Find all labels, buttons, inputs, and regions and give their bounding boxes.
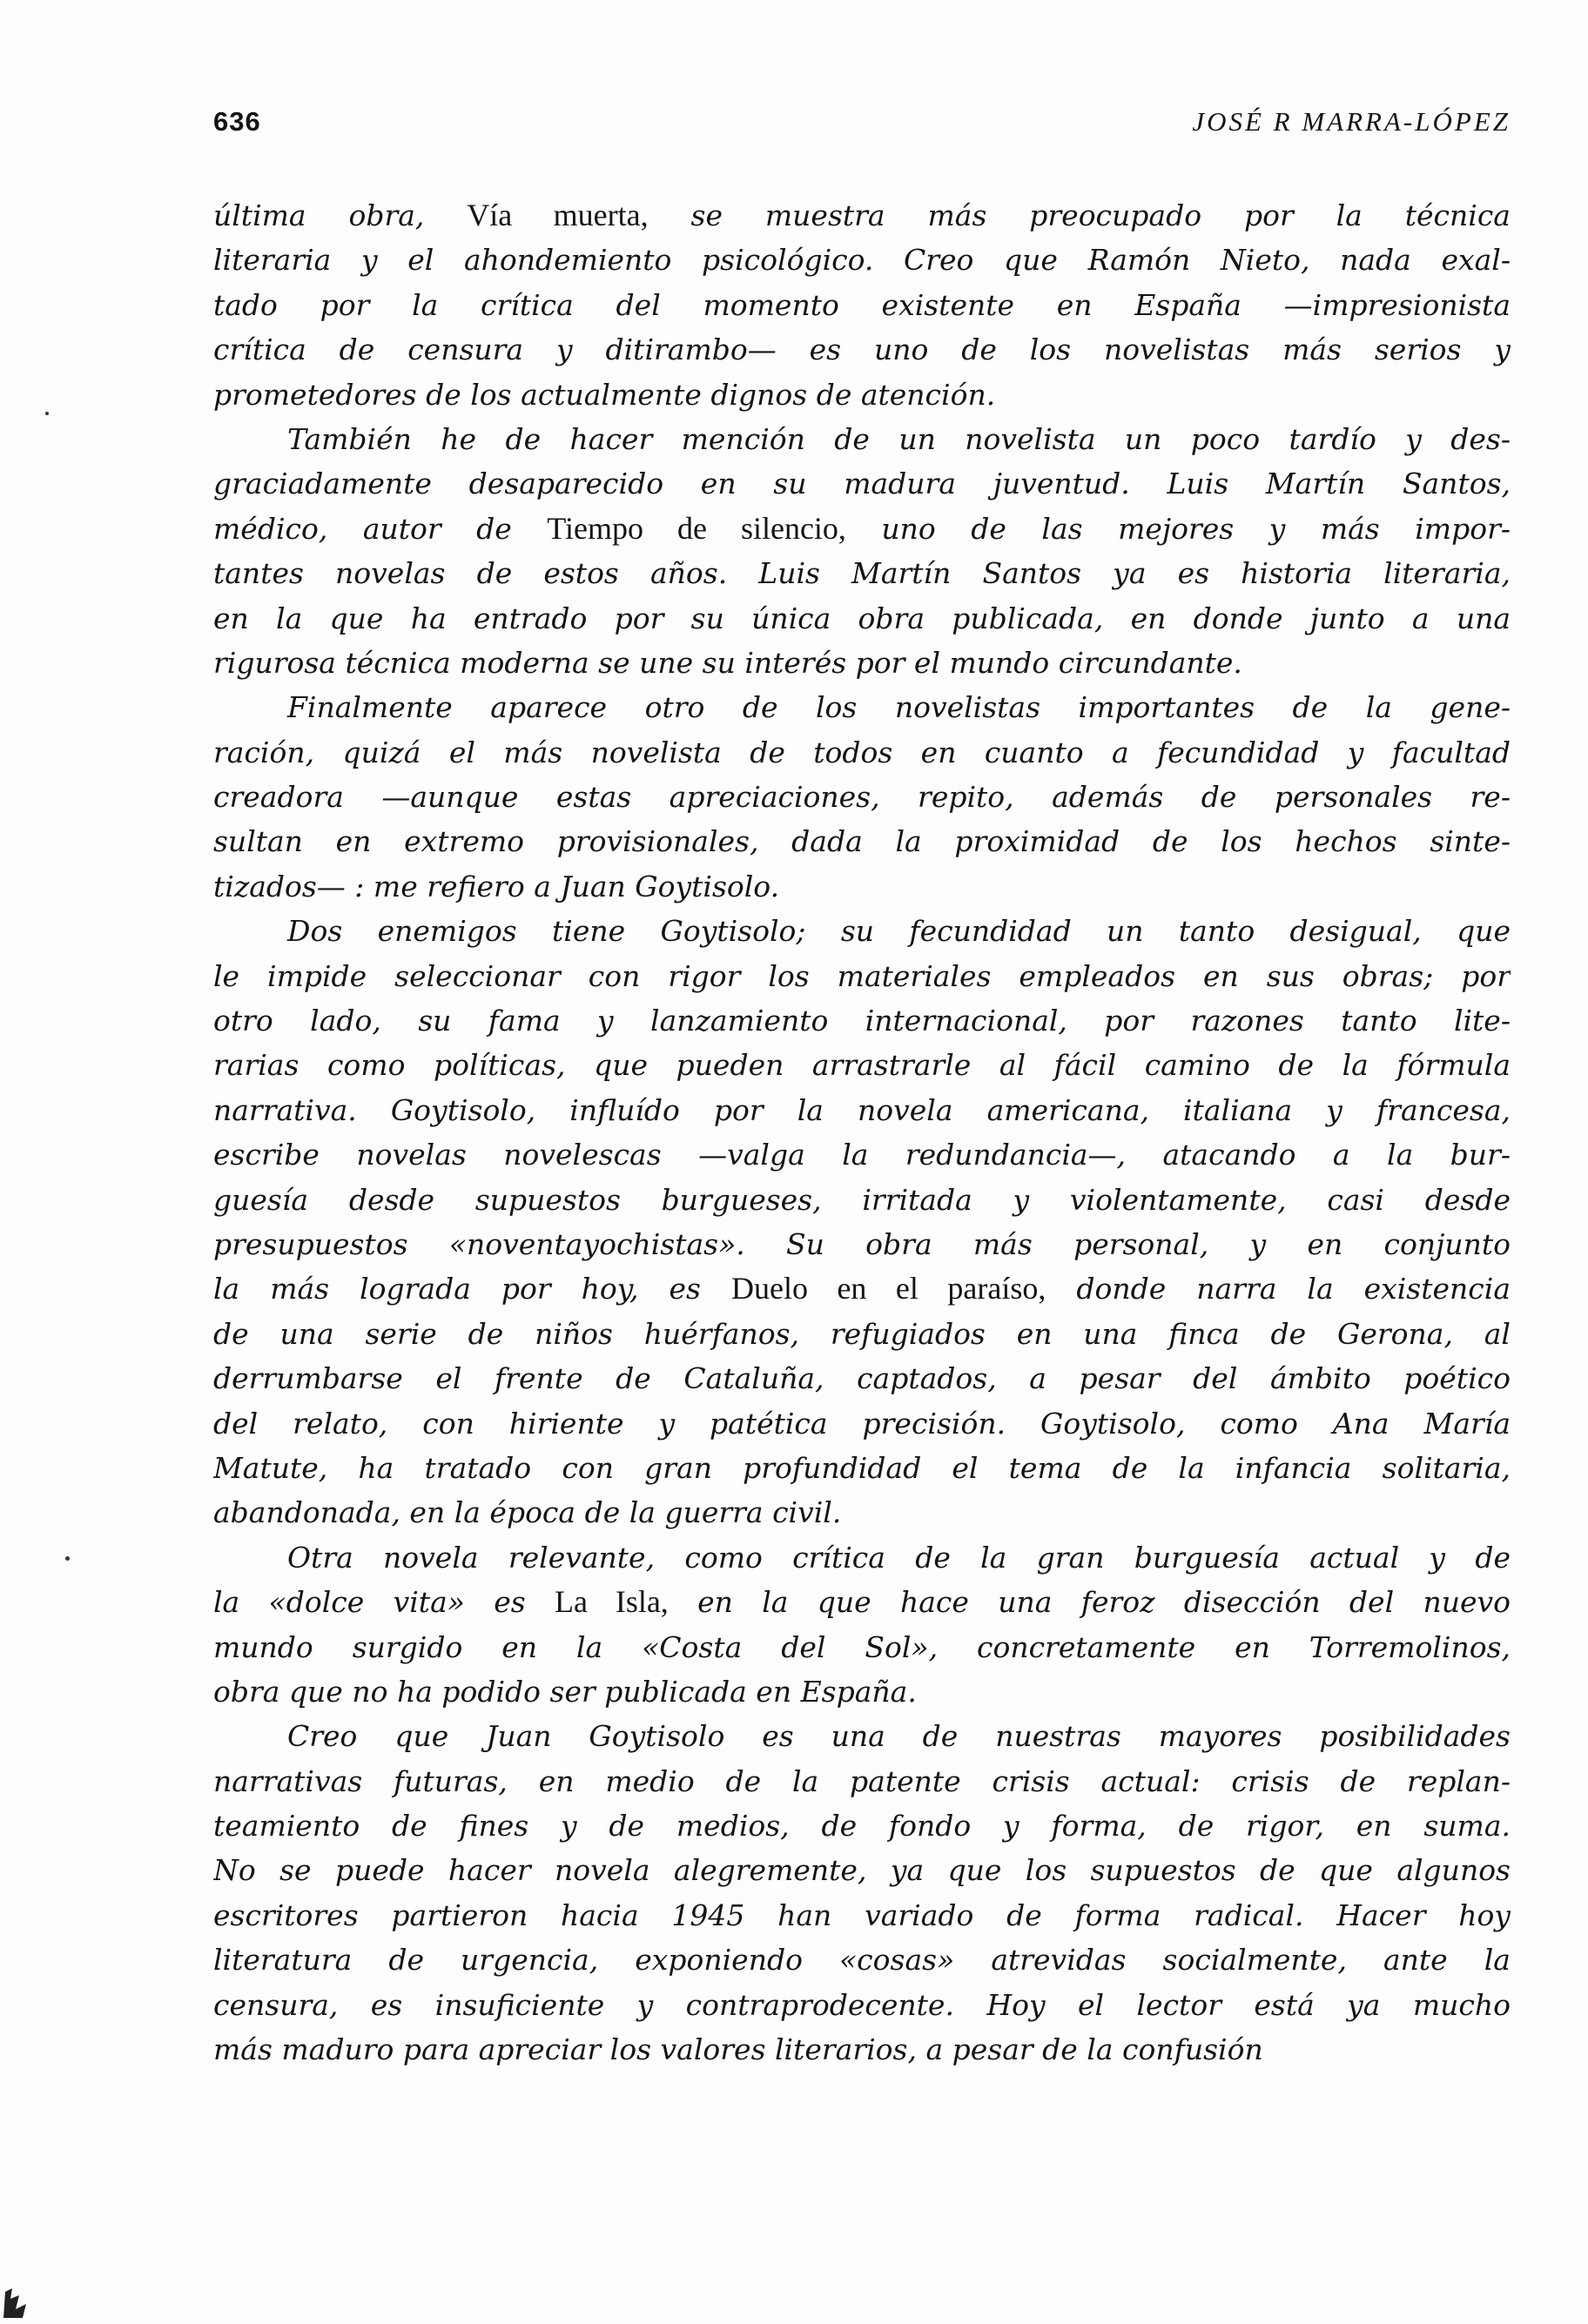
text-line	[213, 238, 1511, 282]
scan-speck	[65, 1556, 70, 1561]
text-line	[213, 954, 1511, 998]
text-line	[213, 1983, 1511, 2027]
line-text: obra que no ha podido ser publicada en España.	[213, 1674, 917, 1709]
line-text: Creo que Juan Goytisolo es una de nuestras mayores posibilidades	[287, 1719, 1511, 1754]
book-title: Tiempo de silencio,	[547, 510, 846, 546]
text-line	[213, 1490, 1511, 1535]
text-line	[213, 1759, 1511, 1803]
paragraph	[213, 909, 1511, 1535]
line-text: rarias como políticas, que pueden arrastrarle al fácil camino de la fórmula	[213, 1048, 1511, 1083]
line-text: le impide seleccionar con rigor los materiales empleados en sus obras; por	[213, 958, 1511, 993]
text-line	[213, 819, 1511, 863]
line-text: narrativas futuras, en medio de la patente crisis actual: crisis de replan-	[213, 1763, 1511, 1798]
book-title: Duelo en el paraíso,	[730, 1271, 1046, 1306]
line-text: más maduro para apreciar los valores literarios, a pesar de la confusión	[213, 2032, 1263, 2067]
line-text: Dos enemigos tiene Goytisolo; su fecundidad un tanto desigual, que	[287, 914, 1511, 949]
line-text: Matute, ha tratado con gran profundidad el tema de la infancia solitaria,	[213, 1450, 1511, 1485]
text-line	[213, 507, 1511, 551]
text-line	[213, 641, 1511, 685]
page-number: 636	[213, 106, 261, 137]
text-line	[213, 685, 1511, 729]
paragraph	[213, 1535, 1511, 1715]
text-line	[213, 1132, 1511, 1177]
paragraph	[213, 417, 1511, 685]
line-text: Finalmente aparece otro de los novelistas importantes de la gene-	[287, 690, 1511, 725]
line-text: última obra,	[213, 198, 468, 232]
line-text: médico, autor de	[213, 511, 548, 546]
text-line	[213, 1088, 1511, 1132]
text-line	[213, 1312, 1511, 1356]
text-line	[213, 1356, 1511, 1400]
text-line	[213, 1893, 1511, 1938]
line-text: tado por la crítica del momento existente en España —impresionista	[213, 287, 1511, 322]
line-text: Otra novela relevante, como crítica de la gran burguesía actual y de	[287, 1540, 1511, 1575]
text-line	[213, 1266, 1511, 1311]
line-text: en la que ha entrado por su única obra publicada, en donde junto a una	[213, 601, 1511, 635]
line-text: escribe novelas novelescas —valga la redundancia—, atacando a la bur-	[213, 1138, 1511, 1172]
line-text: abandonada, en la época de la guerra civil.	[213, 1495, 842, 1530]
line-text: ración, quizá el más novelista de todos en cuanto a fecundidad y facultad	[213, 735, 1511, 769]
line-text: presupuestos «noventayochistas». Su obra más personal, y en conjunto	[213, 1226, 1511, 1261]
body-text	[213, 193, 1511, 2072]
line-text: en la que hace una feroz disección del nuevo	[668, 1585, 1511, 1620]
text-line	[213, 1535, 1511, 1580]
line-text: literaria y el ahondemiento psicológico. Creo que Ramón Nieto, nada exal-	[213, 243, 1511, 278]
text-line	[213, 998, 1511, 1043]
line-text: del relato, con hiriente y patética precisión. Goytisolo, como Ana María	[213, 1406, 1511, 1441]
scan-speck	[45, 412, 49, 415]
text-line	[213, 1938, 1511, 1982]
text-line	[213, 909, 1511, 953]
line-text: se muestra más preocupado por la técnica	[648, 198, 1511, 232]
line-text: creadora —aunque estas apreciaciones, repito, además de personales re-	[213, 780, 1511, 815]
paragraph	[213, 1714, 1511, 2072]
line-text: literatura de urgencia, exponiendo «cosas» atrevidas socialmente, ante la	[213, 1943, 1511, 1978]
line-text: crítica de censura y ditirambo— es uno de los novelistas más serios y	[213, 332, 1511, 367]
line-text: mundo surgido en la «Costa del Sol», concretamente en Torremolinos,	[213, 1629, 1511, 1664]
line-text: donde narra la existencia	[1046, 1272, 1511, 1306]
text-line	[213, 327, 1511, 372]
page-header	[213, 106, 1511, 141]
text-line	[213, 730, 1511, 775]
text-line	[213, 461, 1511, 506]
text-line	[213, 373, 1511, 417]
paragraph	[213, 685, 1511, 909]
line-text: prometedores de los actualmente dignos de atención.	[213, 377, 996, 412]
line-text: uno de las mejores y más impor-	[845, 511, 1511, 546]
line-text: tantes novelas de estos años. Luis Martín Santos ya es historia literaria,	[213, 556, 1511, 591]
text-line	[213, 2027, 1511, 2072]
line-text: censura, es insuficiente y contraprodecente. Hoy el lector está ya mucho	[213, 1987, 1511, 2022]
text-line	[213, 1043, 1511, 1087]
line-text: teamiento de fines y de medios, de fondo y forma, de rigor, en suma.	[213, 1809, 1511, 1844]
running-head: JOSÉ R MARRA-LÓPEZ	[1192, 106, 1511, 137]
text-line	[213, 596, 1511, 641]
text-line	[213, 1714, 1511, 1758]
text-line	[213, 1401, 1511, 1446]
line-text: escritores partieron hacia 1945 han variado de forma radical. Hacer hoy	[213, 1897, 1511, 1932]
text-line	[213, 1446, 1511, 1490]
text-line	[213, 1580, 1511, 1624]
text-line	[213, 1803, 1511, 1848]
line-text: graciadamente desaparecido en su madura juventud. Luis Martín Santos,	[213, 467, 1511, 501]
text-line	[213, 864, 1511, 909]
line-text: de una serie de niños huérfanos, refugiados en una finca de Gerona, al	[213, 1316, 1511, 1351]
text-line	[213, 775, 1511, 819]
book-title: La Isla,	[555, 1584, 669, 1620]
book-title: Vía muerta,	[467, 198, 649, 232]
text-line	[213, 1669, 1511, 1714]
line-text: derrumbarse el frente de Cataluña, captados, a pesar del ámbito poético	[213, 1361, 1511, 1396]
text-line	[213, 193, 1511, 238]
text-line	[213, 417, 1511, 461]
text-line	[213, 1625, 1511, 1669]
paragraph	[213, 193, 1511, 417]
line-text: tizados— : me refiero a Juan Goytisolo.	[213, 869, 780, 903]
line-text: rigurosa técnica moderna se une su interés por el mundo circundante.	[213, 645, 1242, 680]
line-text: narrativa. Goytisolo, influído por la novela americana, italiana y francesa,	[213, 1092, 1511, 1127]
scan-corner-mark	[0, 2285, 30, 2320]
line-text: la más lograda por hoy, es	[213, 1272, 731, 1306]
line-text: También he de hacer mención de un novelista un poco tardío y des-	[287, 421, 1511, 456]
line-text: otro lado, su fama y lanzamiento internacional, por razones tanto lite-	[213, 1004, 1511, 1038]
line-text: sultan en extremo provisionales, dada la proximidad de los hechos sinte-	[213, 824, 1511, 859]
line-text: la «dolce vita» es	[213, 1585, 555, 1620]
line-text: No se puede hacer novela alegremente, ya que los supuestos de que algunos	[213, 1853, 1511, 1888]
line-text: guesía desde supuestos burgueses, irritada y violentamente, casi desde	[213, 1182, 1511, 1217]
text-line	[213, 1848, 1511, 1892]
text-line	[213, 1178, 1511, 1222]
text-line	[213, 551, 1511, 595]
text-line	[213, 1222, 1511, 1266]
text-line	[213, 283, 1511, 327]
